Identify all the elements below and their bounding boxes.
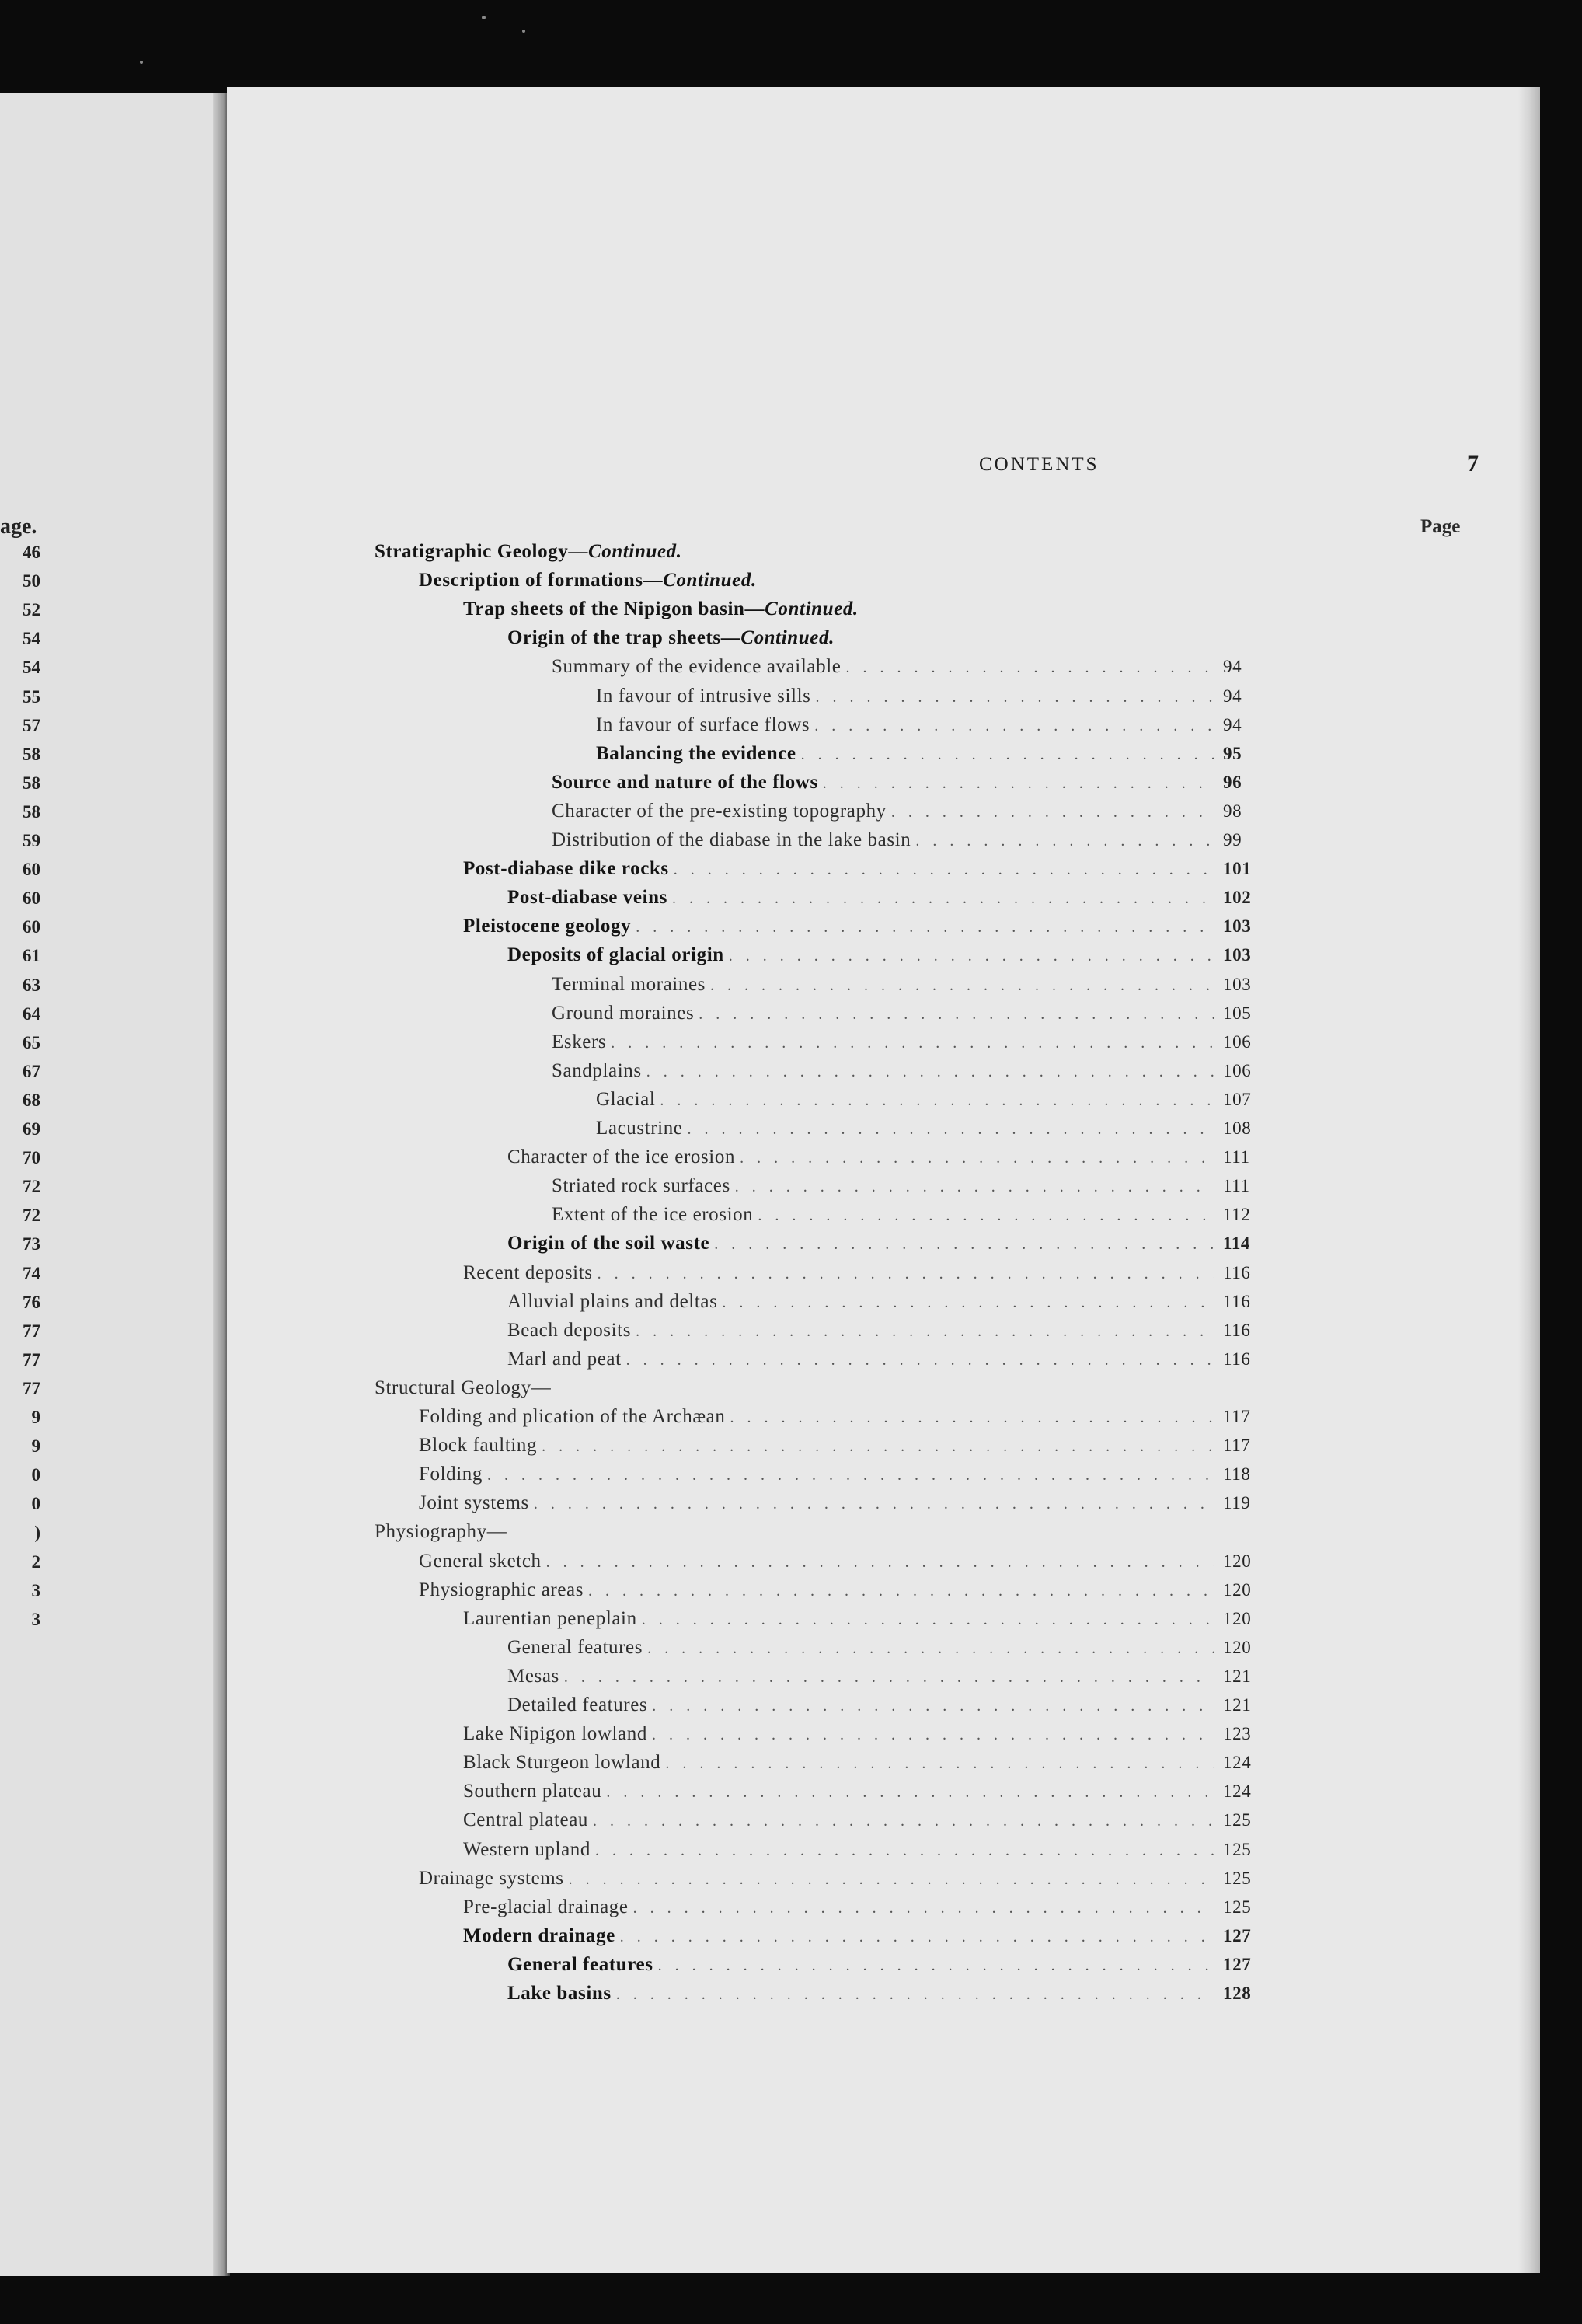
toc-entry [463, 1719, 1260, 1748]
toc-entry [507, 1633, 1260, 1662]
toc-page-number: 106 [1223, 1031, 1252, 1052]
toc-entry [463, 1835, 1260, 1864]
previous-page-number: 76 [23, 1292, 40, 1312]
toc-entry [507, 1143, 1260, 1171]
dot-leader [758, 1202, 1214, 1230]
toc-entry-title: General features [507, 1636, 643, 1658]
toc-page-number: 111 [1223, 1147, 1250, 1167]
dot-leader [823, 769, 1214, 798]
previous-page-number: 60 [23, 888, 40, 909]
toc-page-number: 95 [1223, 743, 1242, 763]
toc-entry-title: Stratigraphic Geology— [375, 541, 588, 562]
toc-entry-title: Pre-glacial drainage [463, 1896, 629, 1917]
toc-page-number: 103 [1223, 945, 1252, 965]
toc-page-number: 120 [1223, 1579, 1252, 1600]
dot-leader [652, 1692, 1214, 1721]
toc-page-number: 125 [1223, 1897, 1252, 1917]
toc-entry [375, 1517, 1260, 1546]
toc-entry [552, 1171, 1260, 1200]
previous-page-number: 67 [23, 1061, 40, 1081]
dot-leader [564, 1663, 1214, 1692]
scan-dust [482, 16, 486, 19]
toc-entry-title: Pleistocene geology [463, 916, 632, 937]
dot-leader [620, 1923, 1214, 1952]
previous-page-number: 0 [31, 1494, 40, 1514]
toc-entry-title: Terminal moraines [552, 973, 706, 995]
previous-page-number: 58 [23, 744, 40, 764]
toc-entry-title: Trap sheets of the Nipigon basin— [463, 598, 765, 620]
toc-entry-title: Mesas [507, 1665, 559, 1687]
toc-page-number: 124 [1223, 1781, 1252, 1802]
toc-page-number: 120 [1223, 1551, 1252, 1571]
previous-page-number: 60 [23, 917, 40, 937]
toc-entry [419, 1547, 1260, 1576]
toc-entry-title: Western upland [463, 1838, 591, 1860]
dot-leader [593, 1807, 1214, 1836]
previous-page-number: 63 [23, 975, 40, 995]
toc-page-number: 112 [1223, 1205, 1251, 1225]
scan-dust [140, 61, 143, 64]
toc-entry [419, 1402, 1260, 1431]
toc-page-number: 105 [1223, 1003, 1252, 1023]
toc-page-number: 94 [1223, 657, 1242, 677]
toc-page-number: 116 [1223, 1291, 1251, 1311]
toc-entry [463, 1806, 1260, 1834]
dot-leader [714, 1230, 1214, 1259]
toc-page-number: 119 [1223, 1493, 1251, 1513]
dot-leader [891, 798, 1214, 827]
toc-entry-title: Drainage systems [419, 1867, 564, 1889]
toc-entry-title: Marl and peat [507, 1348, 622, 1370]
toc-entry-title: Ground moraines [552, 1002, 695, 1024]
toc-page-number: 128 [1223, 1984, 1252, 2003]
dot-leader [534, 1490, 1214, 1519]
dot-leader [740, 1144, 1214, 1173]
dot-leader [730, 1404, 1214, 1432]
toc-entry [463, 1604, 1260, 1633]
toc-page-number: 124 [1223, 1753, 1252, 1773]
toc-entry-continued: Continued. [587, 541, 682, 562]
toc-entry [552, 1056, 1260, 1085]
previous-page-number: 0 [31, 1465, 40, 1485]
previous-page-number: 64 [23, 1003, 40, 1024]
previous-page-number: 57 [23, 715, 40, 735]
toc-entry-title: Lake Nipigon lowland [463, 1723, 647, 1745]
previous-page-number: 68 [23, 1090, 40, 1110]
toc-page-number: 117 [1223, 1407, 1251, 1426]
previous-page-number: 9 [31, 1436, 40, 1457]
toc-entry [463, 1893, 1260, 1921]
dot-leader [674, 856, 1214, 885]
toc-entry [507, 883, 1260, 912]
toc-page-number: 118 [1223, 1464, 1251, 1485]
toc-entry [375, 1373, 1260, 1402]
previous-page-number: 58 [23, 801, 40, 822]
toc-page-number: 96 [1223, 772, 1242, 792]
toc-entry [419, 1431, 1260, 1460]
toc-entry-title: Character of the ice erosion [507, 1146, 736, 1168]
toc-entry [507, 1950, 1260, 1979]
toc-entry [463, 912, 1260, 940]
toc-page-number: 120 [1223, 1637, 1252, 1657]
toc-entry [552, 1028, 1260, 1056]
previous-page-edge [0, 93, 225, 2276]
toc-entry [507, 623, 1260, 652]
toc-page-number: 108 [1223, 1118, 1252, 1138]
toc-entry-title: Eskers [552, 1031, 607, 1052]
toc-page-number: 101 [1223, 859, 1252, 879]
toc-entry-title: Post-diabase dike rocks [463, 858, 669, 880]
dot-leader [710, 972, 1214, 1000]
toc-entry-title: In favour of surface flows [596, 714, 810, 735]
toc-page-number: 120 [1223, 1608, 1252, 1628]
dot-leader [729, 942, 1214, 971]
previous-page-number: 77 [23, 1321, 40, 1341]
toc-entry-title: Distribution of the diabase in the lake basin [552, 829, 911, 850]
toc-entry-title: Sandplains [552, 1059, 642, 1081]
toc-entry-title: Recent deposits [463, 1261, 593, 1283]
toc-entry-title: Origin of the soil waste [507, 1233, 710, 1254]
toc-page-number: 127 [1223, 1954, 1252, 1974]
toc-page-number: 98 [1223, 801, 1242, 821]
dot-leader [665, 1750, 1214, 1778]
toc-entry [375, 537, 1260, 566]
toc-page-number: 116 [1223, 1320, 1251, 1340]
toc-entry [552, 652, 1260, 681]
toc-entry [552, 825, 1260, 854]
toc-entry-continued: Continued. [663, 570, 757, 591]
toc-entry-title: Folding [419, 1464, 483, 1485]
previous-page-number: 70 [23, 1148, 40, 1168]
toc-entry [507, 1287, 1260, 1316]
dot-leader [642, 1606, 1214, 1635]
toc-entry-title: Lake basins [507, 1983, 612, 2004]
toc-entry-title: Source and nature of the flows [552, 771, 818, 793]
dot-leader [672, 885, 1214, 913]
contents-page [227, 87, 1540, 2273]
previous-page-number: 52 [23, 600, 40, 620]
toc-entry [552, 1200, 1260, 1229]
previous-page-number: 54 [23, 658, 40, 678]
previous-page-number: 46 [23, 543, 40, 562]
toc-page-number: 116 [1223, 1262, 1251, 1282]
toc-entry-title: Block faulting [419, 1435, 538, 1457]
toc-entry [419, 1488, 1260, 1517]
previous-page-number: 54 [23, 629, 40, 649]
toc-page-number: 125 [1223, 1810, 1252, 1830]
dot-leader [616, 1980, 1214, 2009]
dot-leader [845, 654, 1214, 682]
previous-page-number: 60 [23, 860, 40, 880]
toc-page-number: 103 [1223, 916, 1252, 937]
toc-entry [419, 1576, 1260, 1604]
toc-entry [596, 1114, 1260, 1143]
toc-entry-title: Origin of the trap sheets— [507, 627, 741, 649]
previous-page-number: 55 [23, 686, 40, 707]
scan-dust [522, 30, 525, 33]
dot-leader [660, 1087, 1214, 1115]
page-number: 7 [1467, 451, 1479, 476]
toc-entry [552, 797, 1260, 825]
toc-entry [596, 710, 1260, 739]
dot-leader [588, 1577, 1214, 1606]
toc-entry-title: Physiographic areas [419, 1579, 584, 1600]
toc-page-number: 102 [1223, 888, 1252, 908]
dot-leader [546, 1548, 1214, 1577]
toc-entry-title: Joint systems [419, 1492, 529, 1514]
toc-entry [507, 1316, 1260, 1345]
dot-leader [626, 1346, 1214, 1375]
dot-leader [633, 1894, 1214, 1923]
toc-entry [507, 1979, 1260, 2008]
previous-page-number: 77 [23, 1378, 40, 1398]
toc-entry [552, 970, 1260, 999]
toc-entry [463, 595, 1260, 623]
toc-entry-title: Structural Geology— [375, 1377, 552, 1398]
toc-entry-title: Folding and plication of the Archæan [419, 1406, 726, 1427]
toc-page-number: 127 [1223, 1925, 1252, 1945]
toc-page-number: 107 [1223, 1089, 1252, 1109]
toc-entry [419, 566, 1260, 595]
toc-page-number: 94 [1223, 686, 1242, 706]
toc-entry [507, 1691, 1260, 1719]
toc-entry [507, 1345, 1260, 1373]
toc-entry-continued: Continued. [740, 627, 835, 649]
dot-leader [652, 1721, 1214, 1750]
toc-entry [463, 854, 1260, 883]
toc-entry-title: Glacial [596, 1088, 656, 1110]
toc-entry-title: Beach deposits [507, 1319, 632, 1341]
toc-entry-title: Striated rock surfaces [552, 1175, 730, 1197]
toc-entry-title: Physiography— [375, 1521, 507, 1543]
previous-page-number: 69 [23, 1119, 40, 1139]
toc-entry-title: Central plateau [463, 1809, 589, 1831]
previous-page-number: 73 [23, 1234, 40, 1254]
toc-entry-title: Post-diabase veins [507, 887, 667, 909]
toc-entry [463, 1777, 1260, 1806]
toc-entry [596, 1085, 1260, 1114]
page-right-edge [1518, 87, 1540, 2273]
dot-leader [598, 1260, 1214, 1289]
toc-entry-title: Alluvial plains and deltas [507, 1290, 718, 1312]
previous-page-number: 72 [23, 1177, 40, 1197]
toc-entry-title: Southern plateau [463, 1781, 602, 1802]
toc-page-number: 125 [1223, 1839, 1252, 1859]
toc-entry-title: Modern drainage [463, 1924, 615, 1946]
toc-entry-title: Summary of the evidence available [552, 656, 842, 678]
toc-entry-title: Black Sturgeon lowland [463, 1752, 661, 1774]
dot-leader [647, 1635, 1214, 1663]
toc-entry [507, 940, 1260, 969]
dot-leader [606, 1778, 1214, 1807]
toc-entry-title: Extent of the ice erosion [552, 1204, 754, 1226]
toc-entry-title: Character of the pre-existing topography [552, 800, 887, 822]
toc-entry-continued: Continued. [765, 598, 859, 620]
toc-page-number: 121 [1223, 1666, 1252, 1686]
toc-page-number: 125 [1223, 1868, 1252, 1888]
dot-leader [636, 1317, 1214, 1346]
toc-entry-title: Laurentian peneplain [463, 1607, 637, 1629]
dot-leader [801, 741, 1214, 769]
toc-page-number: 121 [1223, 1695, 1252, 1715]
toc-entry-title: General sketch [419, 1550, 542, 1572]
previous-page-number: ) [34, 1523, 40, 1543]
toc-entry-title: General features [507, 1953, 653, 1975]
dot-leader [722, 1289, 1214, 1317]
toc-entry [596, 682, 1260, 710]
previous-page-number: 9 [31, 1408, 40, 1427]
dot-leader [699, 1000, 1214, 1029]
dot-leader [636, 913, 1214, 942]
toc-entry [552, 999, 1260, 1028]
toc-entry-title: Description of formations— [419, 570, 664, 591]
dot-leader [646, 1058, 1214, 1087]
toc-entry [596, 739, 1260, 768]
toc-page-number: 111 [1223, 1176, 1250, 1196]
toc-entry-title: In favour of intrusive sills [596, 685, 811, 707]
toc-entry [507, 1662, 1260, 1691]
toc-entry [419, 1460, 1260, 1488]
toc-entry [463, 1258, 1260, 1287]
previous-page-number: 74 [23, 1263, 40, 1283]
toc-page-number: 114 [1223, 1234, 1251, 1254]
dot-leader [542, 1432, 1214, 1461]
previous-page-number: 58 [23, 773, 40, 793]
toc-page-number: 123 [1223, 1724, 1252, 1744]
dot-leader [735, 1173, 1214, 1202]
previous-page-number: 2 [31, 1551, 40, 1572]
toc-entry [463, 1921, 1260, 1950]
dot-leader [688, 1115, 1214, 1144]
toc-entry [507, 1229, 1260, 1258]
previous-page-number: 65 [23, 1032, 40, 1052]
dot-leader [815, 683, 1214, 712]
toc-entry-title: Lacustrine [596, 1118, 683, 1139]
previous-page-heading-fragment: age. [0, 515, 37, 539]
toc-entry-title: Balancing the evidence [596, 742, 796, 764]
previous-page-number: 3 [31, 1580, 40, 1600]
toc-entry-title: Detailed features [507, 1694, 648, 1715]
previous-page-number: 59 [23, 831, 40, 850]
toc-entry [552, 768, 1260, 797]
previous-page-number: 50 [23, 571, 40, 591]
running-head: CONTENTS [979, 454, 1099, 475]
dot-leader [611, 1029, 1214, 1058]
dot-leader [595, 1837, 1214, 1865]
toc-page-number: 99 [1223, 830, 1242, 850]
toc-page-number: 94 [1223, 714, 1242, 735]
toc-page-number: 103 [1223, 974, 1252, 994]
toc-page-number: 116 [1223, 1349, 1251, 1369]
dot-leader [569, 1865, 1214, 1894]
dot-leader [658, 1952, 1214, 1980]
toc-entry-title: Deposits of glacial origin [507, 944, 724, 966]
previous-page-number: 61 [23, 946, 40, 966]
previous-page-number: 77 [23, 1349, 40, 1370]
previous-page-number: 72 [23, 1206, 40, 1226]
dot-leader [814, 712, 1214, 741]
dot-leader [487, 1461, 1214, 1490]
toc-page-number: 117 [1223, 1436, 1251, 1456]
page-column-heading: Page [1420, 516, 1461, 537]
dot-leader [915, 827, 1214, 856]
toc-page-number: 106 [1223, 1060, 1252, 1080]
previous-page-number: 3 [31, 1609, 40, 1629]
toc-entry [419, 1864, 1260, 1893]
toc-entry [463, 1748, 1260, 1777]
